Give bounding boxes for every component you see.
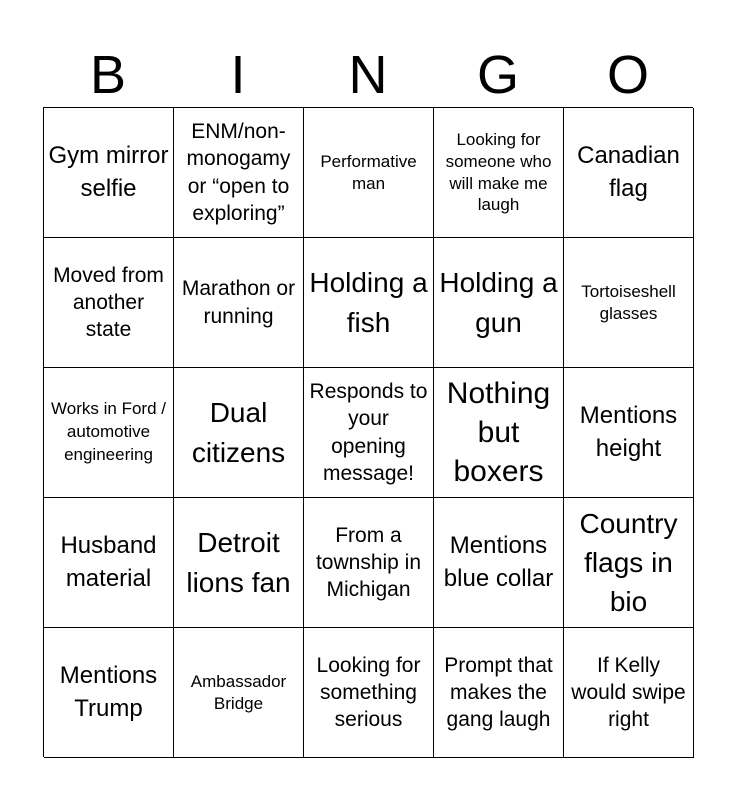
- bingo-header: [43, 40, 693, 110]
- bingo-cell-o5[interactable]: If Kelly would swipe right: [564, 628, 694, 758]
- header-letter-g: G: [476, 45, 519, 105]
- header-letter-b: B: [89, 45, 127, 105]
- bingo-cell-o4[interactable]: Country flags in bio: [564, 498, 694, 628]
- bingo-cell-b5[interactable]: Mentions Trump: [44, 628, 174, 758]
- bingo-cell-n3[interactable]: Responds to your opening message!: [304, 368, 434, 498]
- bingo-cell-i5[interactable]: Ambassador Bridge: [174, 628, 304, 758]
- header-letter-n: N: [348, 45, 388, 105]
- bingo-cell-n2[interactable]: Holding a fish: [304, 238, 434, 368]
- bingo-board: [43, 107, 693, 757]
- bingo-cell-g4[interactable]: Mentions blue collar: [434, 498, 564, 628]
- bingo-cell-n5[interactable]: Looking for something serious: [304, 628, 434, 758]
- bingo-cell-n1[interactable]: Performative man: [304, 108, 434, 238]
- bingo-cell-b1[interactable]: Gym mirror selfie: [44, 108, 174, 238]
- bingo-cell-n4[interactable]: From a township in Michigan: [304, 498, 434, 628]
- bingo-cell-g2[interactable]: Holding a gun: [434, 238, 564, 368]
- bingo-cell-o2[interactable]: Tortoiseshell glasses: [564, 238, 694, 368]
- bingo-cell-o1[interactable]: Canadian flag: [564, 108, 694, 238]
- header-letter-i: I: [230, 45, 246, 105]
- bingo-cell-i1[interactable]: ENM/non-monogamy or “open to exploring”: [174, 108, 304, 238]
- bingo-cell-b3[interactable]: Works in Ford / automotive engineering: [44, 368, 174, 498]
- bingo-cell-i3[interactable]: Dual citizens: [174, 368, 304, 498]
- bingo-cell-g1[interactable]: Looking for someone who will make me laugh: [434, 108, 564, 238]
- bingo-cell-b2[interactable]: Moved from another state: [44, 238, 174, 368]
- bingo-cell-b4[interactable]: Husband material: [44, 498, 174, 628]
- bingo-cell-i2[interactable]: Marathon or running: [174, 238, 304, 368]
- bingo-cell-i4[interactable]: Detroit lions fan: [174, 498, 304, 628]
- bingo-cell-o3[interactable]: Mentions height: [564, 368, 694, 498]
- bingo-cell-g3[interactable]: Nothing but boxers: [434, 368, 564, 498]
- header-letter-o: O: [606, 45, 649, 105]
- bingo-cell-g5[interactable]: Prompt that makes the gang laugh: [434, 628, 564, 758]
